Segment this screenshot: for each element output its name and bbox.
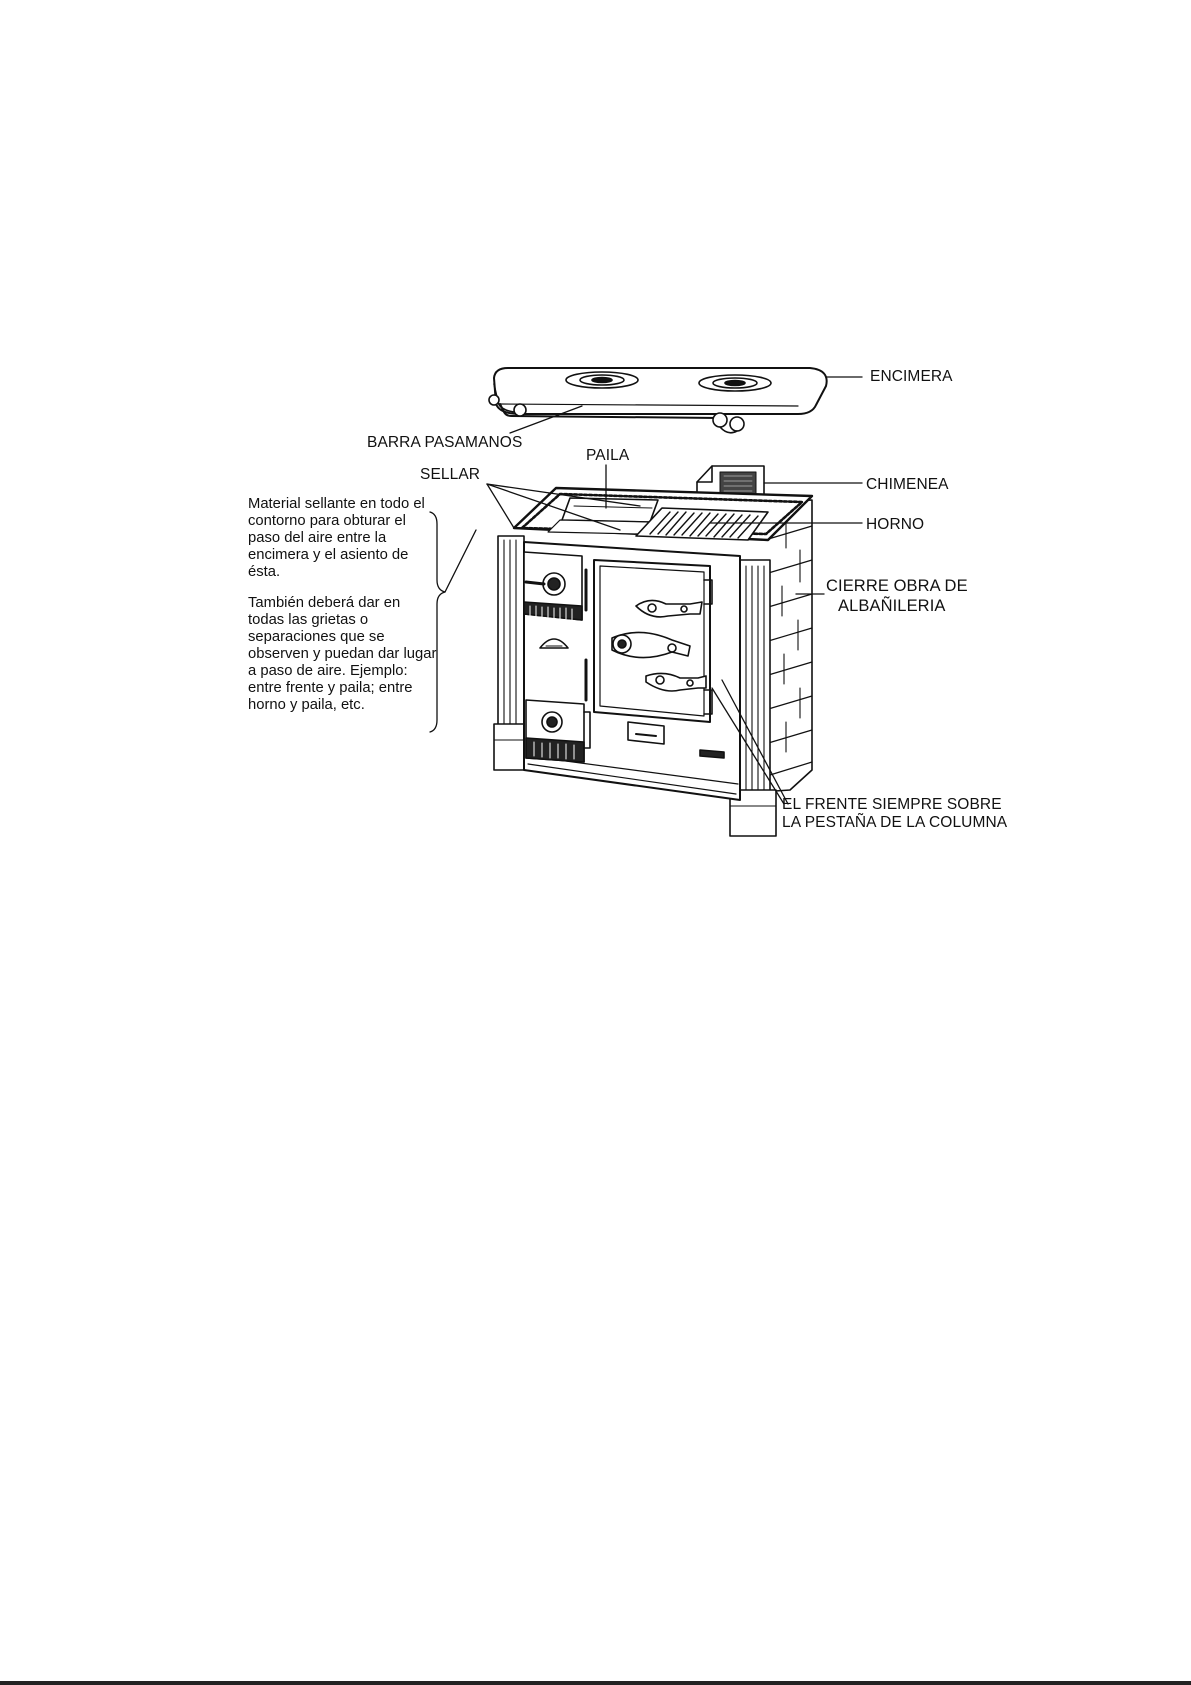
sealing-note [248, 496, 438, 714]
bottom-edge-rule [0, 1681, 1191, 1685]
cooktop-drawing [489, 368, 827, 433]
label-frente-line1: EL FRENTE SIEMPRE SOBRE [782, 796, 1002, 813]
label-horno: HORNO [866, 516, 925, 533]
label-paila: PAILA [586, 447, 630, 464]
label-encimera: ENCIMERA [870, 368, 953, 385]
stove-front-drawing [524, 542, 740, 800]
label-cierre-obra-line2: ALBAÑILERIA [838, 597, 946, 615]
label-cierre-obra-line1: CIERRE OBRA DE [826, 577, 968, 595]
label-sellar: SELLAR [420, 466, 481, 483]
label-frente-line2: LA PESTAÑA DE LA COLUMNA [782, 814, 1008, 831]
stove-top-frame [514, 488, 812, 540]
sealing-note-paragraph-1: Material sellante en todo el contorno para obturar el paso del aire entre la encimera y el asiento de ésta. [248, 496, 425, 580]
label-chimenea: CHIMENEA [866, 476, 949, 493]
label-barra-pasamanos: BARRA PASAMANOS [367, 434, 523, 451]
sealing-note-paragraph-2: También deberá dar en todas las grietas o separaciones que se observen y puedan dar lugar a paso de aire. Ejemplo: entre frente y paila; entre horno y paila, etc. [248, 595, 437, 713]
